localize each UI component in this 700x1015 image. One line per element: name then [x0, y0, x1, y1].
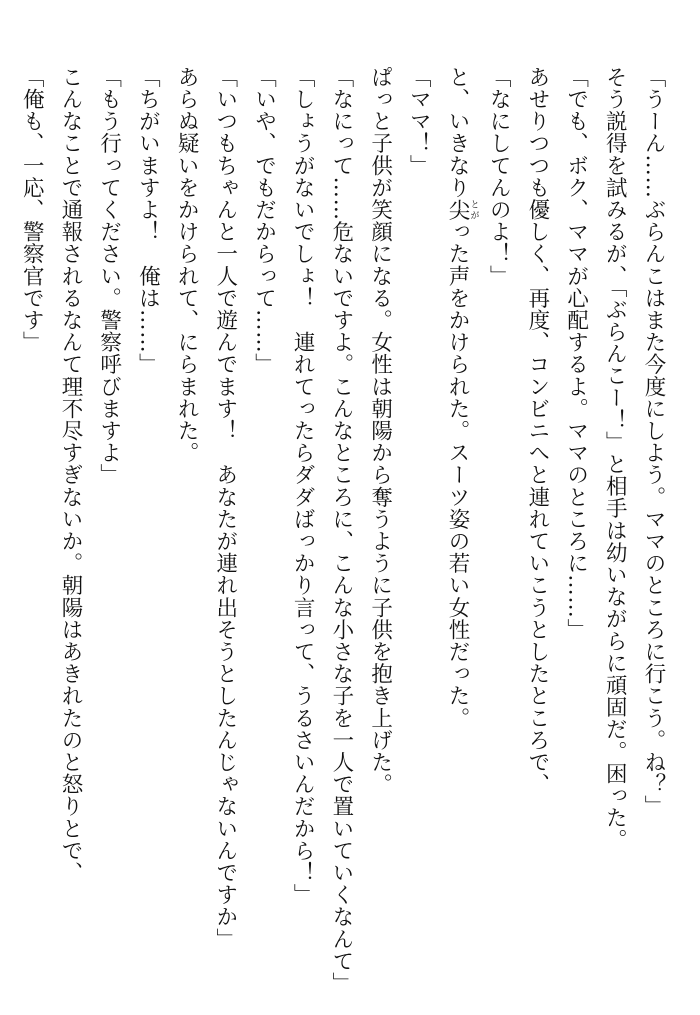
- text-line-5: 「なにしてんのよ！」: [486, 66, 512, 287]
- text-line-4: あせりつつも優しく、再度、コンビニへと連れていこうとしたところで、: [524, 66, 550, 796]
- ruby-reading: とが: [468, 198, 479, 221]
- text-line-8: ぱっと子供が笑顔になる。女性は朝陽から奪うように子供を抱き上げた。: [367, 66, 393, 796]
- text-line-11: 「いや、でもだからって……」: [251, 66, 277, 376]
- text-line-6-before: と、いきなり: [444, 66, 470, 199]
- text-line-10: 「しょうがないでしょ！ 連れてったらダダばっかり言って、うるさいんだから！」: [290, 66, 316, 906]
- text-line-9: 「なにって……危ないですよ。こんなところに、こんな小さな子を一人で置いていくなんて」: [328, 66, 354, 995]
- text-line-6-after: った声をかけられた。スーツ姿の若い女性だった。: [444, 220, 470, 730]
- text-line-12: 「いつもちゃんと一人で遊んでます！ あなたが連れ出そうとしたんじゃないんですか」: [212, 66, 238, 950]
- text-line-1: 「うーん……ぶらんこはまた今度にしよう。ママのところに行こう。ね？」: [641, 66, 666, 818]
- text-line-17: 「俺も、一応、警察官です」: [19, 66, 45, 354]
- text-line-15: 「もう行ってください。警察呼びますよ」: [96, 66, 122, 486]
- text-line-7: 「ママ！」: [406, 66, 432, 177]
- text-line-3: 「でも、ボク、ママが心配するよ。ママのところに……」: [563, 66, 589, 641]
- text-line-6: [437, 66, 478, 966]
- text-line-13: あらぬ疑いをかけられて、にらまれた。: [174, 66, 200, 464]
- vertical-text-body: [12, 66, 672, 995]
- ruby-base: 尖: [444, 198, 470, 221]
- ruby-word: [444, 198, 479, 221]
- text-line-14: 「ちがいますよ！ 俺は……」: [135, 66, 161, 376]
- text-line-16: こんなことで通報されるなんて理不尽すぎないか。朝陽はあきれたのと怒りとで、: [57, 66, 83, 884]
- text-line-2: そう説得を試みるが、「ぶらんこー！」と相手は幼いながらに頑固だ。困った。: [602, 66, 628, 851]
